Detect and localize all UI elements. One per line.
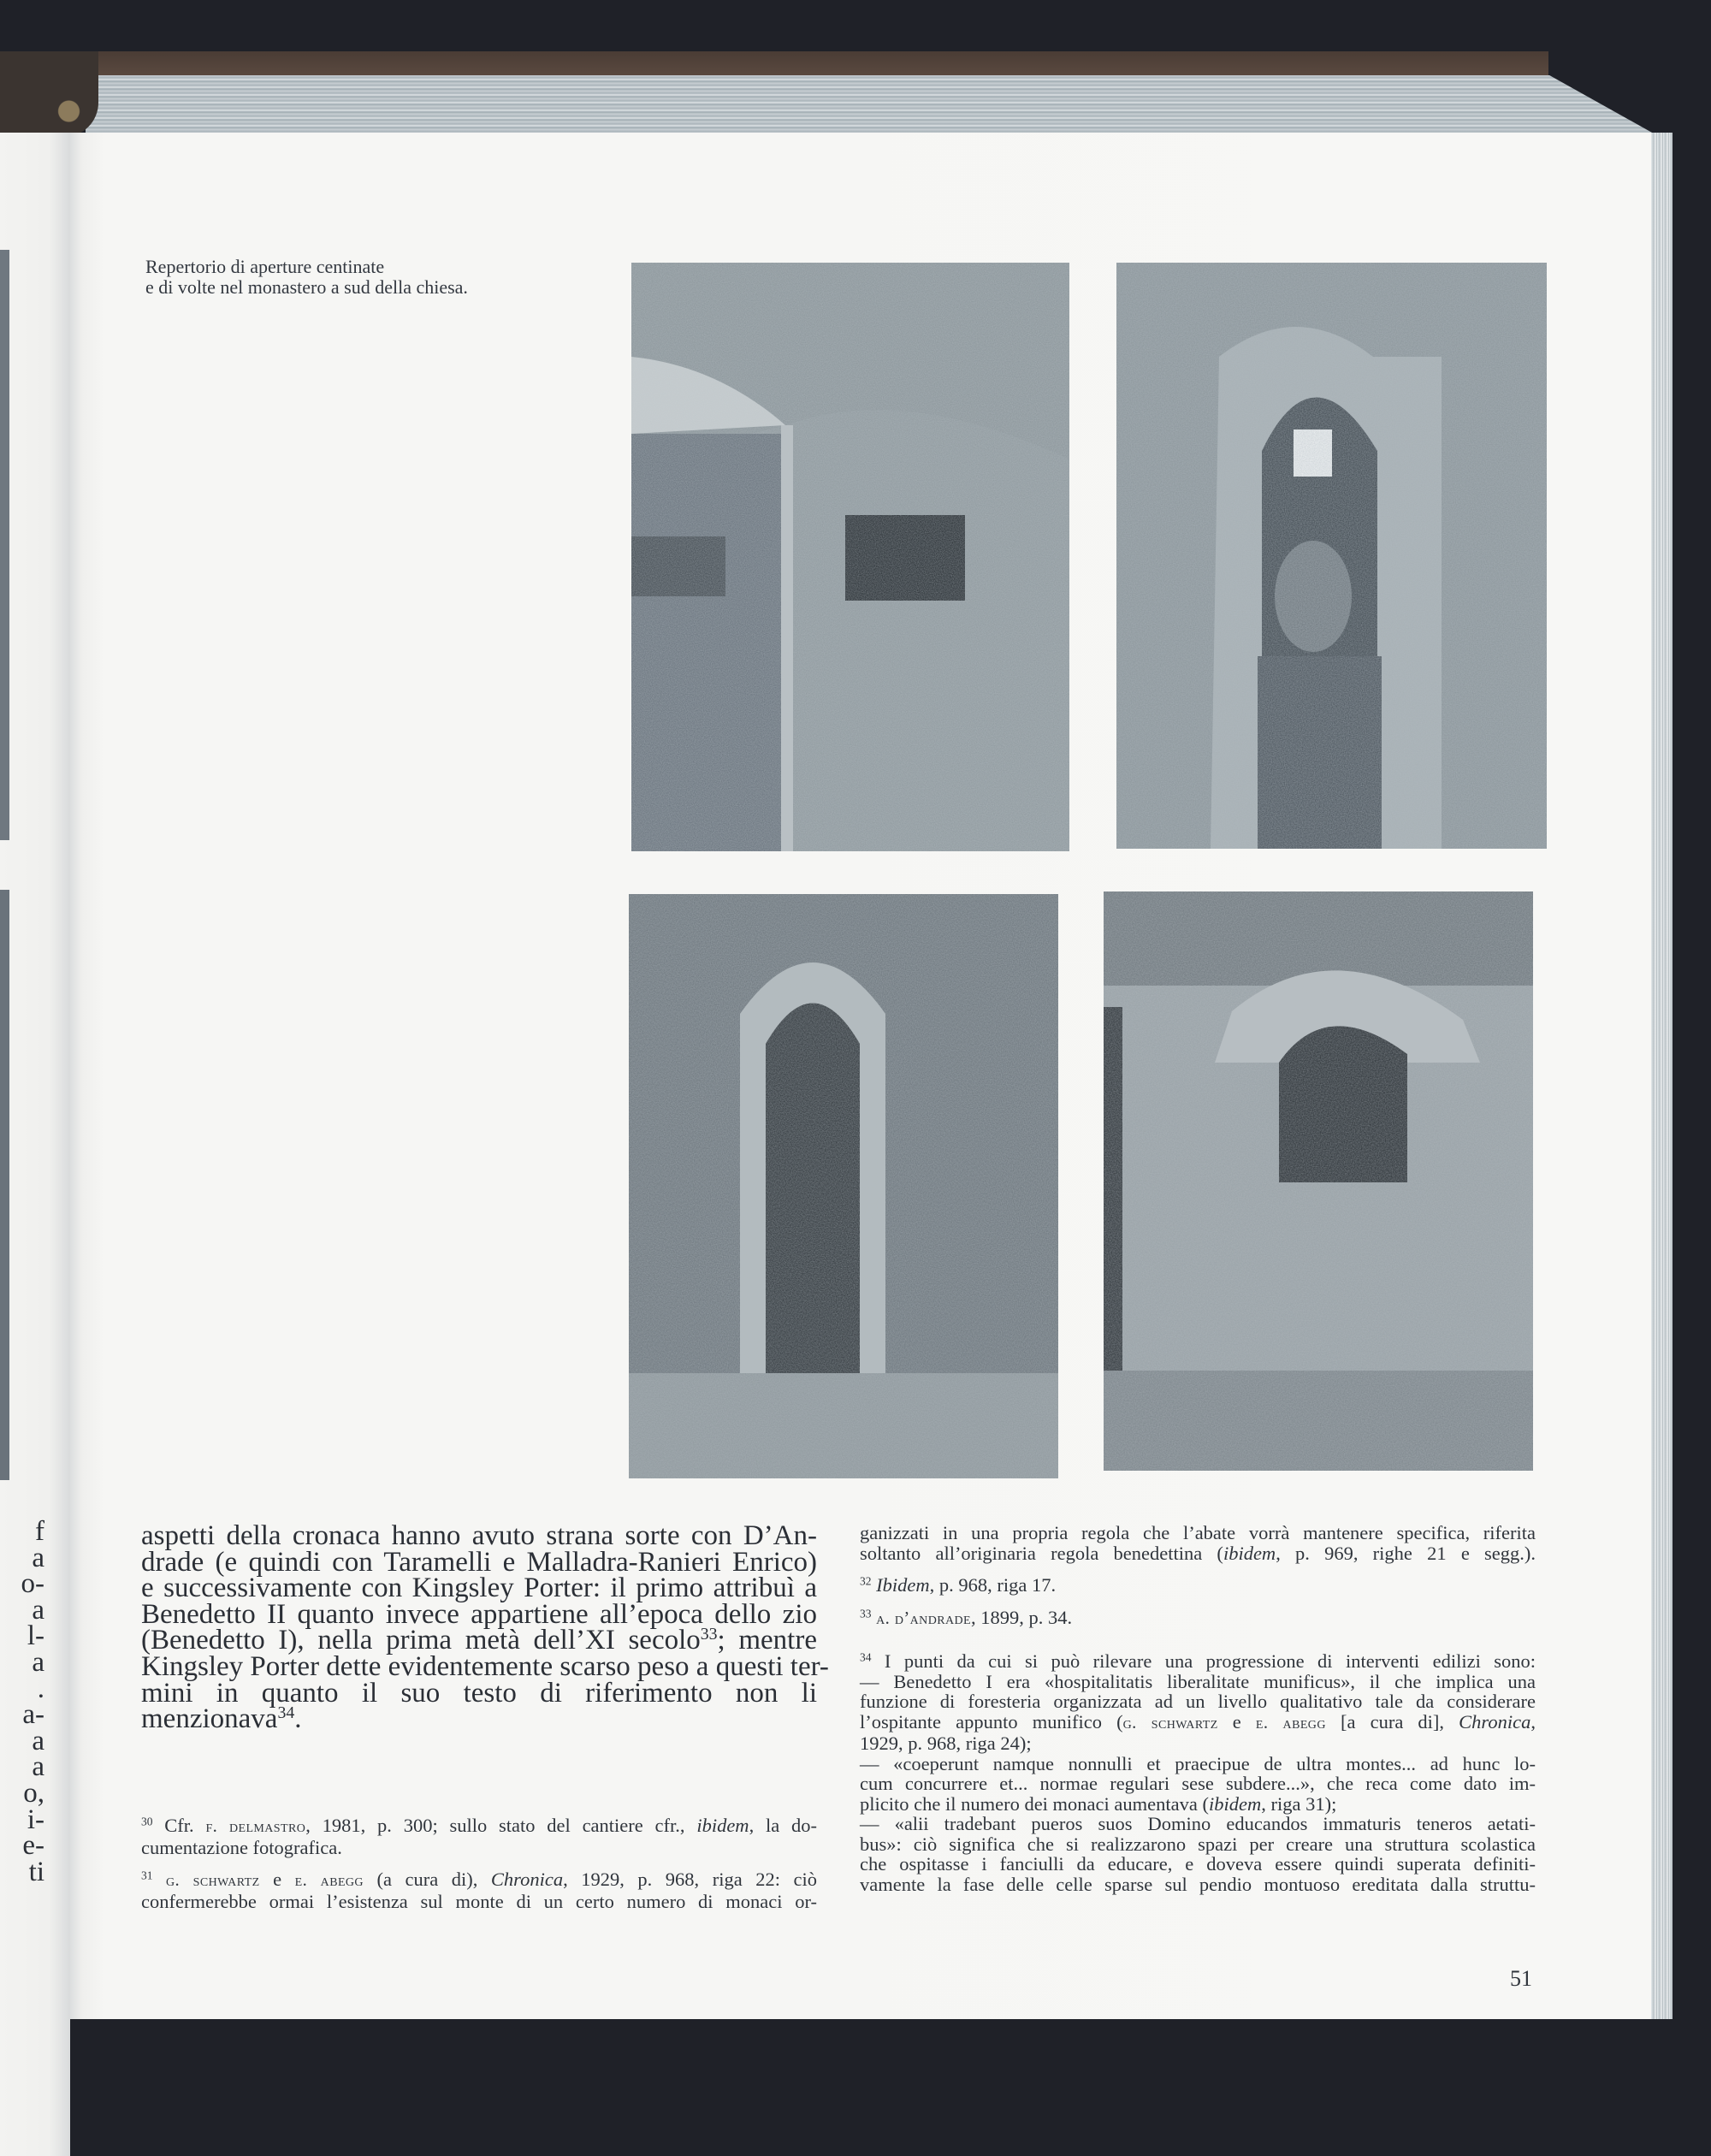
body-text-run: . [294, 1703, 302, 1735]
fn-text: , [1530, 1710, 1536, 1732]
footnote-number: 34 [860, 1650, 872, 1664]
fn-text: ganizzati in una propria regola che l’abate vorrà mantenere specifica, riferita [860, 1522, 1536, 1543]
fragment: a [32, 1725, 44, 1756]
footnote-31-continuation [860, 1523, 1536, 1563]
caption-line: e di volte nel monastero a sud della chiesa. [145, 276, 468, 298]
fragment: ti [28, 1856, 44, 1887]
fn-text: funzione di foresteria organizzata ad un livello qualitativo tale da considerare [860, 1691, 1536, 1712]
fn-text: che ospitasse i fanciulli da educare, e doveva essere quindi superata definiti- [860, 1853, 1536, 1875]
footnotes-left-column [141, 1815, 817, 1911]
fragment: a- [22, 1699, 44, 1731]
fn-italic: ibidem [696, 1815, 749, 1836]
footnote-33 [860, 1608, 1536, 1630]
fn-italic: Ibidem [876, 1574, 930, 1596]
footnote-number: 33 [860, 1607, 872, 1620]
page-stack-right-edge [1651, 133, 1673, 2019]
body-line [141, 1703, 817, 1735]
photo-arched-doorway [629, 894, 1058, 1478]
footnote-ref-34[interactable]: 34 [277, 1703, 295, 1723]
fn-text: , 1981, p. 300; sullo stato del cantiere cfr., [305, 1815, 697, 1836]
fn-italic: ibidem [1208, 1792, 1262, 1815]
fn-text: 1929, p. 968, riga 24); [860, 1732, 1032, 1754]
page-stack-top-edge [86, 75, 1660, 137]
facing-page-photo-edge [0, 250, 9, 840]
photo-stone-niche [1104, 891, 1533, 1471]
page-number: 51 [1510, 1966, 1532, 1991]
fragment: e- [22, 1830, 44, 1862]
footnote-32 [860, 1575, 1536, 1596]
fragment: o, [23, 1777, 44, 1809]
body-line: e successivamente con Kingsley Porter: il primo attribuì a [141, 1573, 817, 1604]
body-line: Benedetto II quanto invece appartiene all’epoca dello zio [141, 1598, 817, 1630]
footnote-30 [141, 1815, 817, 1857]
fn-text: , p. 968, riga 17. [929, 1574, 1057, 1596]
photo-caption [145, 257, 590, 298]
fn-text: , la do- [749, 1815, 817, 1836]
caption-line: Repertorio di aperture centinate [145, 256, 385, 277]
book-cover-edge [77, 51, 1548, 77]
fragment: f [35, 1516, 44, 1547]
fragment: . [37, 1673, 44, 1704]
footnote-number: 30 [141, 1815, 153, 1828]
footnote-number: 32 [860, 1574, 872, 1588]
photo-window-niche [1116, 263, 1547, 849]
body-text [141, 1520, 829, 1735]
footnote-ref-33[interactable]: 33 [700, 1625, 718, 1644]
fragment: o- [21, 1568, 44, 1600]
footnote-31 [141, 1869, 817, 1911]
fn-text: , 1899, p. 34. [971, 1606, 1073, 1628]
facing-page-text-fragments [2, 1516, 44, 1887]
fn-text: — «alii tradebant pueros suos Domino educandos immaturis teneros aetati- [860, 1813, 1536, 1834]
footnotes-right-column [860, 1523, 1536, 1894]
photo-vaulted-interior [631, 263, 1069, 851]
facing-page-photo-edge [0, 890, 9, 1480]
fn-text: bus»: ciò significa che si realizzarono spazi per creare una struttura scolastica [860, 1833, 1536, 1855]
body-line: drade (e quindi con Taramelli e Malladra-Ranieri Enrico) [141, 1546, 817, 1578]
fragment: a [32, 1594, 44, 1626]
body-line: aspetti della cronaca hanno avuto strana sorte con D’An- [141, 1520, 817, 1551]
fragment: i- [27, 1804, 44, 1835]
body-line: mini in quanto il suo testo di riferimento non li [141, 1677, 817, 1709]
fn-italic: Chronica [490, 1869, 564, 1890]
fn-italic: ibidem [1223, 1542, 1276, 1564]
body-text-run: (Benedetto I), nella prima metà dell’XI secolo [141, 1625, 701, 1656]
fn-text: e [259, 1869, 295, 1890]
fn-text: (a cura di), [363, 1869, 491, 1890]
fn-text: — «coeperunt namque nonnulli et praecipue de ultra montes... ad hunc lo- [860, 1752, 1536, 1774]
body-text-run: ; mentre [717, 1625, 817, 1656]
fn-text: vamente la fase delle celle sparse sul pendio montuoso ereditata dalla struttu- [860, 1873, 1536, 1895]
footnote-number: 31 [141, 1869, 153, 1882]
fn-text: I punti da cui si può rilevare una progressione di interventi edilizi sono: [871, 1650, 1536, 1672]
body-line: Kingsley Porter dette evidentemente scarso peso a questi ter- [141, 1650, 829, 1682]
fn-text: e [1217, 1710, 1256, 1732]
fn-text: plicito che il numero dei monaci aumentava ( [860, 1792, 1209, 1815]
fn-text: l’ospitante appunto munifico ( [860, 1710, 1123, 1732]
fn-author: e. abegg [1255, 1713, 1326, 1732]
body-line [141, 1627, 817, 1654]
fn-author: f. delmastro [205, 1817, 306, 1836]
fn-text: , riga 31); [1261, 1792, 1337, 1815]
fragment: a [32, 1542, 44, 1573]
fn-author: a. d’andrade [876, 1608, 971, 1628]
fragment: a [32, 1646, 44, 1678]
fn-author: e. abegg [294, 1871, 364, 1890]
fn-text: cumentazione fotografica. [141, 1836, 342, 1858]
fn-author: g. schwartz [166, 1871, 260, 1890]
body-text-run: menzionava [141, 1703, 278, 1735]
fn-text: , p. 969, righe 21 e segg.). [1276, 1542, 1536, 1564]
fn-text: , 1929, p. 968, riga 22: ciò [563, 1869, 817, 1890]
fragment: l- [27, 1620, 44, 1652]
fragment: a [32, 1751, 44, 1783]
book-headband [0, 51, 98, 137]
fn-italic: Chronica [1459, 1710, 1531, 1732]
fn-text: soltanto all’originaria regola benedettina ( [860, 1542, 1223, 1564]
fn-text: Cfr. [152, 1815, 206, 1836]
fn-text: — Benedetto I era «hospitalitatis liberalitate munificus», il che implica una [860, 1670, 1536, 1692]
footnote-34 [860, 1651, 1536, 1894]
fn-author: g. schwartz [1122, 1713, 1218, 1732]
fn-text: [a cura di], [1325, 1710, 1459, 1732]
fn-text: cum concurrere et... normae regulari sese subdere...», che reca come dato im- [860, 1773, 1536, 1794]
fn-text: confermerebbe ormai l’esistenza sul monte di un certo numero di monaci or- [141, 1890, 817, 1912]
